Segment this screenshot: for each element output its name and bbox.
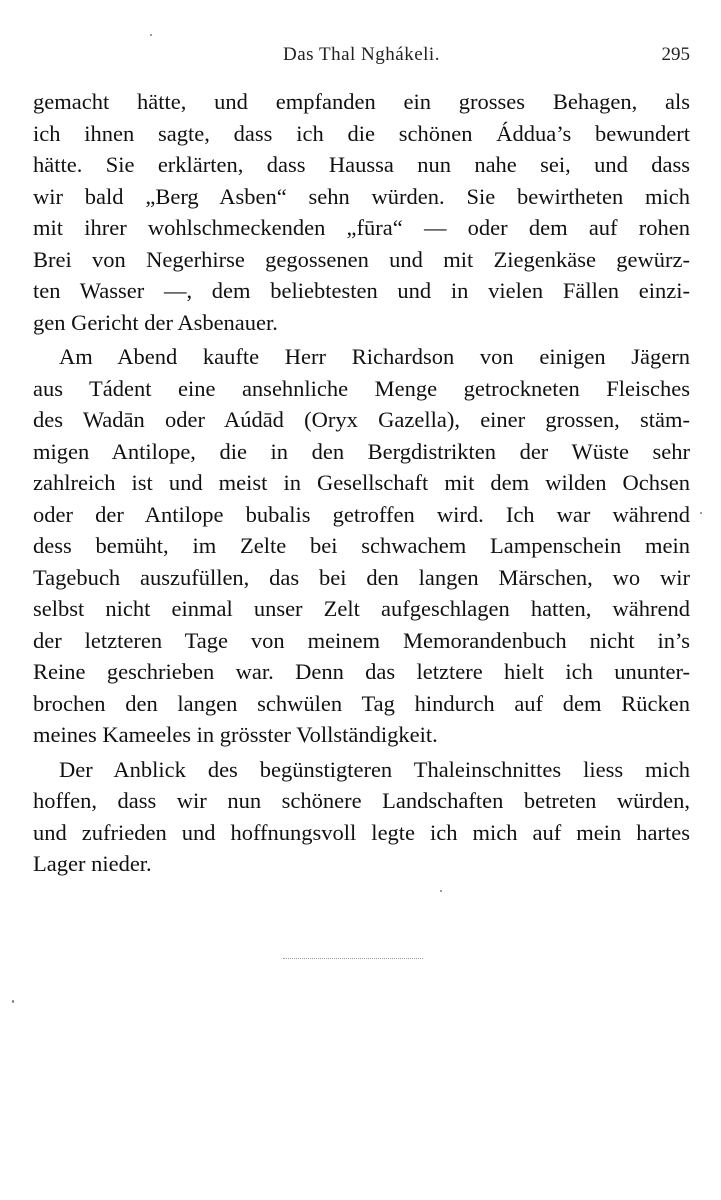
body-text (33, 86, 690, 880)
text-line: zahlreich ist und meist in Gesellschaft mit dem wilden Ochsen (33, 470, 690, 495)
page-header (33, 44, 690, 74)
text-line: Reine geschrieben war. Denn das letztere hielt ich ununter- (33, 659, 690, 684)
text-line: und zufrieden und hoffnungsvoll legte ich mich auf mein hartes (33, 819, 690, 845)
text-line: Tagebuch auszufüllen, das bei den langen Märschen, wo wir (33, 564, 690, 590)
scan-speck (700, 512, 702, 514)
text-line: Lager nieder. (33, 851, 152, 876)
text-line: brochen den langen schwülen Tag hindurch auf dem Rücken (33, 690, 690, 716)
text-line: hoffen, dass wir nun schönere Landschaften betreten würden, (33, 788, 690, 813)
text-line: oder der Antilope bubalis getroffen wird. Ich war während (33, 501, 690, 527)
text-line: meines Kameeles in grösster Vollständigkeit. (33, 722, 438, 747)
text-line: dess bemüht, im Zelte bei schwachem Lampenschein mein (33, 533, 690, 558)
text-line: mit ihrer wohlschmeckenden „fūra“ — oder dem auf rohen (33, 215, 690, 240)
text-line: Der Anblick des begünstigteren Thaleinschnittes liess mich (59, 756, 690, 782)
text-line: aus Tádent eine ansehnliche Menge getrockneten Fleisches (33, 375, 690, 401)
text-line: gen Gericht der Asbenauer. (33, 309, 278, 335)
text-line: migen Antilope, die in den Bergdistrikten der Wüste sehr (33, 438, 690, 464)
scan-speck (440, 890, 442, 892)
text-line: Brei von Negerhirse gegossenen und mit Ziegenkäse gewürz- (33, 246, 690, 272)
text-line: gemacht hätte, und empfanden ein grosses Behagen, als (33, 89, 690, 114)
text-line: wir bald „Berg Asben“ sehn würden. Sie bewirtheten mich (33, 183, 690, 209)
scan-speck (150, 34, 152, 36)
page-number: 295 (661, 44, 690, 65)
text-line: selbst nicht einmal unser Zelt aufgeschlagen hatten, während (33, 596, 690, 621)
scan-speck (12, 1000, 14, 1003)
paragraph-3 (33, 754, 690, 880)
running-title: Das Thal Nghákeli. (283, 44, 440, 65)
text-line: des Wadān oder Aúdād (Oryx Gazella), einer grossen, stäm- (33, 407, 690, 432)
text-line: der letzteren Tage von meinem Memorandenbuch nicht in’s (33, 627, 690, 653)
text-line: ten Wasser —, dem beliebtesten und in vielen Fällen einzi- (33, 278, 690, 303)
paragraph-1 (33, 86, 690, 338)
text-line: Am Abend kaufte Herr Richardson von einigen Jägern (59, 344, 690, 369)
text-line: hätte. Sie erklärten, dass Haussa nun nahe sei, und dass (33, 152, 690, 177)
section-separator (283, 958, 423, 959)
text-line: ich ihnen sagte, dass ich die schönen Áddua’s bewundert (33, 120, 690, 146)
paragraph-2 (33, 341, 690, 751)
